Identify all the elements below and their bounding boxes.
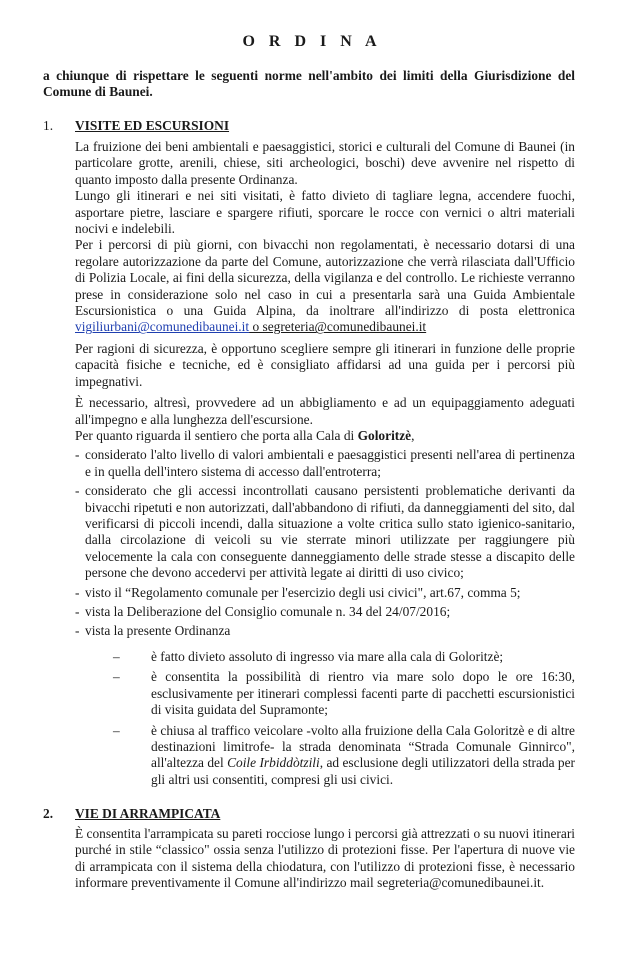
- decision-text: è consentita la possibilità di rientro via mare solo dopo le ore 16:30, esclusivamente per itinerari complessi facenti parte di pacchetti escursionistici di visita guidata del Supramonte;: [151, 669, 575, 718]
- place-name-italic: Coile Irbiddòtzili: [227, 755, 320, 771]
- email-link-segreteria[interactable]: segreteria@comunedibaunei.it: [262, 319, 427, 335]
- consideration-text: visto il “Regolamento comunale per l'esercizio degli usi civici", art.67, comma 5;: [85, 584, 521, 600]
- decisions-block: [113, 649, 575, 792]
- goloritze-name: Goloritzè: [357, 428, 412, 443]
- email-connector: o: [249, 319, 263, 335]
- decision-item: [113, 649, 575, 665]
- consideration-item: [75, 585, 575, 601]
- paragraph-divieti: Lungo gli itinerari e nei siti visitati, è fatto divieto di tagliare legna, accendere fuochi, asportare pietre, lasciare e spargere rifiuti, sporcare le rocce con vernici o altri materiali nocivi e indelebili.: [75, 188, 575, 237]
- paragraph-bivacchi: [75, 237, 575, 335]
- consideration-text: considerato l'alto livello di valori ambientali e paesaggistici presenti nell'area di pertinenza e in quella dell'intero sistema di accesso dall'entroterra;: [85, 447, 575, 479]
- goloritze-lead-suffix: ,: [411, 428, 415, 443]
- section-2-heading: [43, 806, 220, 822]
- consideration-text: vista la presente Ordinanza: [85, 623, 231, 639]
- section-1-heading: [43, 118, 229, 134]
- paragraph-abbigliamento: È necessario, altresì, provvedere ad un abbigliamento e ad un equipaggiamento adeguati all'impegno e alla lunghezza dell'escursione.: [75, 395, 575, 427]
- paragraph-arrampicata: È consentita l'arrampicata su pareti rocciose lungo i percorsi già attrezzati o su nuovi itinerari purché in stile “classico" ossia senza l'utilizzo di protezioni fisse. Per l'apertura di nuove vie di arrampicata con il sistema della chiodatura, con l'utilizzo di protezioni fisse, è necessario informare preventivamente il Comune all'indirizzo mail segreteria@comunedibaunei.it.: [75, 826, 575, 891]
- consideration-text: vista la Deliberazione del Consiglio comunale n. 34 del 24/07/2016;: [85, 604, 451, 620]
- consideration-text: considerato che gli accessi incontrollati causano persistenti problematiche derivanti da bivacchi ripetuti e non autorizzati, dall'abbandono di rifiuti, da danneggiamenti del sito, dal verificarsi di piccoli incendi, dalla situazione a volte critica sullo stato igienico-sanitario, dalla circolazione di veicoli su vie sterrate minori utilizzate per raggiungere più velocemente la cala con conseguente danneggiamento delle strade stesse a discapito delle persone che devono accedervi per attività legate ai diritti di uso civico;: [85, 483, 575, 581]
- dash-mark: -: [75, 447, 80, 463]
- paragraph-sicurezza: Per ragioni di sicurezza, è opportuno scegliere sempre gli itinerari in funzione delle proprie capacità fisiche e tecniche, ed è consigliato affidarsi ad una guida per i percorsi più impegnativi.: [75, 340, 575, 389]
- paragraph-fruizione: La fruizione dei beni ambientali e paesaggistici, storici e culturali del Comune di Baunei (in particolare grotte, arenili, chiese, siti archeologici, boschi) deve avvenire nel rispetto di quanto imposto dalla presente Ordinanza.: [75, 139, 575, 187]
- section-2-body: [75, 826, 575, 892]
- section-1-title: VISITE ED ESCURSIONI: [75, 118, 230, 133]
- consideration-item: [75, 483, 575, 581]
- section-1-number: 1.: [43, 118, 54, 133]
- dash-mark: -: [75, 623, 80, 639]
- en-dash-mark: –: [113, 649, 120, 664]
- section-2-number: 2.: [43, 806, 54, 821]
- section-1-body: [75, 139, 575, 428]
- dash-mark: -: [75, 483, 80, 499]
- bivacchi-text: Per i percorsi di più giorni, con bivacchi non regolamentati, è necessario dotarsi di una regolare autorizzazione da parte del Comune, autorizzazione che verrà rilasciata dall'Ufficio di Polizia Locale, ai fini della sicurezza, della vigilanza e del controllo. Le richieste verranno prese in considerazione solo nel caso in cui a presentarla sarà una Guida Ambientale Escursionistica o una Guida Alpina, da inoltrare all'indirizzo di posta elettronica: [75, 237, 575, 319]
- considerations-list: [75, 447, 575, 639]
- en-dash-mark: –: [113, 669, 120, 685]
- decision-item: [113, 669, 575, 718]
- decision-item: [113, 723, 575, 789]
- decisions-list: [113, 649, 575, 788]
- intro-text: a chiunque di rispettare le seguenti norme nell'ambito dei limiti della Giurisdizione del Comune di Baunei.: [43, 68, 575, 100]
- goloritze-block: [75, 428, 575, 643]
- goloritze-lead-prefix: Per quanto riguarda il sentiero che porta alla Cala di: [75, 428, 358, 443]
- en-dash-mark: –: [113, 722, 120, 738]
- consideration-item: [75, 623, 575, 639]
- consideration-item: [75, 447, 575, 480]
- email-link-vigili[interactable]: vigiliurbani@comunedibaunei.it: [75, 319, 250, 335]
- dash-mark: -: [75, 604, 80, 620]
- section-2-title: VIE DI ARRAMPICATA: [75, 806, 221, 821]
- consideration-item: [75, 604, 575, 620]
- document-title: O R D I N A: [242, 33, 382, 50]
- goloritze-lead: [75, 428, 575, 444]
- decision-text: è chiusa al traffico veicolare -volto alla fruizione della Cala Goloritzè e di altre destinazioni limitrofe- la strada denominata “Strada Comunale Ginnirco", all'altezza del: [151, 722, 575, 771]
- decision-text-end: , ad esclusione degli utilizzatori della strada per gli altri usi consentiti, compresi gli usi civici.: [151, 755, 576, 787]
- decision-text: è fatto divieto assoluto di ingresso via mare alla cala di Goloritzè;: [151, 649, 504, 664]
- dash-mark: -: [75, 584, 80, 600]
